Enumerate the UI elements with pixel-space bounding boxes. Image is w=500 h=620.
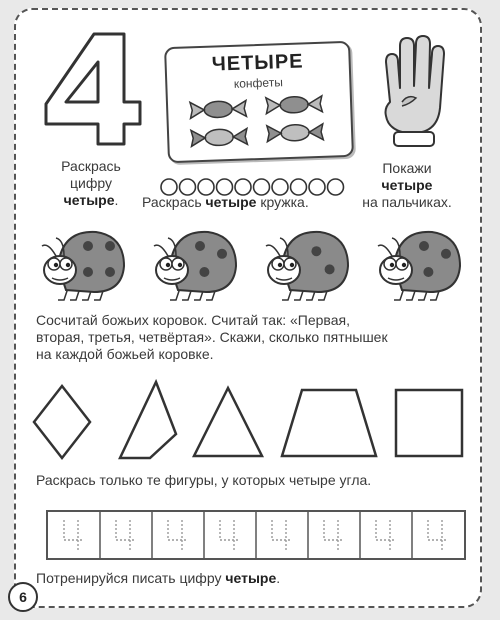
digit-four-outline[interactable] [36, 28, 148, 148]
hand-four-fingers-icon [372, 32, 452, 156]
practice-instruction: Потренируйся писать цифру четыре. [36, 570, 281, 586]
circle-to-color[interactable] [217, 179, 233, 195]
candy-icon [267, 124, 324, 142]
circle-to-color[interactable] [198, 179, 214, 195]
candy-icon [191, 128, 248, 146]
circle-to-color[interactable] [254, 179, 270, 195]
circle-to-color[interactable] [180, 179, 196, 195]
shapes-row [30, 376, 470, 466]
square-shape [396, 390, 462, 456]
traceable-four[interactable] [168, 520, 186, 552]
circle-to-color[interactable] [291, 179, 307, 195]
tracing-cells [48, 512, 464, 558]
ladybugs-row [28, 222, 468, 312]
traceable-four[interactable] [428, 520, 446, 552]
traceable-four[interactable] [324, 520, 342, 552]
color-digit-instruction: Раскрась цифру четыре. [61, 158, 121, 208]
candy-icon [190, 100, 247, 118]
circle-to-color[interactable] [328, 179, 344, 195]
shapes-instruction: Раскрась только те фигуры, у которых четыре угла. [36, 472, 372, 488]
rhombus-shape [34, 386, 90, 458]
candy-icon [266, 96, 323, 114]
circle-to-color[interactable] [235, 179, 251, 195]
ladybug-icon [154, 232, 236, 300]
ladybug-icon [266, 232, 348, 300]
writing-practice-strip[interactable] [46, 510, 466, 560]
card-title: ЧЕТЫРЕ [211, 50, 304, 76]
circle-to-color[interactable] [272, 179, 288, 195]
triangle-shape [194, 388, 262, 456]
ladybug-icon [378, 232, 460, 300]
circle-to-color[interactable] [309, 179, 325, 195]
traceable-four[interactable] [116, 520, 134, 552]
traceable-four[interactable] [220, 520, 238, 552]
candy-card [164, 41, 354, 163]
fingers-instruction: Покажи четыре на пальчиках. [362, 160, 452, 210]
traceable-four[interactable] [376, 520, 394, 552]
card-subtitle: конфеты [233, 75, 284, 91]
ladybug-instruction: Сосчитай божьих коровок. Считай так: «Первая, вторая, третья, четвёртая». Скажи, сколько пятнышек на каждой божьей коровке. [36, 312, 388, 362]
traceable-four[interactable] [272, 520, 290, 552]
candies-illustration [176, 89, 344, 155]
traceable-four[interactable] [64, 520, 82, 552]
page-number: 6 [8, 582, 38, 612]
ladybug-icon [42, 232, 124, 300]
worksheet-page [14, 8, 482, 608]
quadrilateral-shape [120, 382, 176, 458]
trapezoid-shape [282, 390, 376, 456]
circles-instruction: Раскрась четыре кружка. [142, 194, 309, 210]
circle-to-color[interactable] [161, 179, 177, 195]
